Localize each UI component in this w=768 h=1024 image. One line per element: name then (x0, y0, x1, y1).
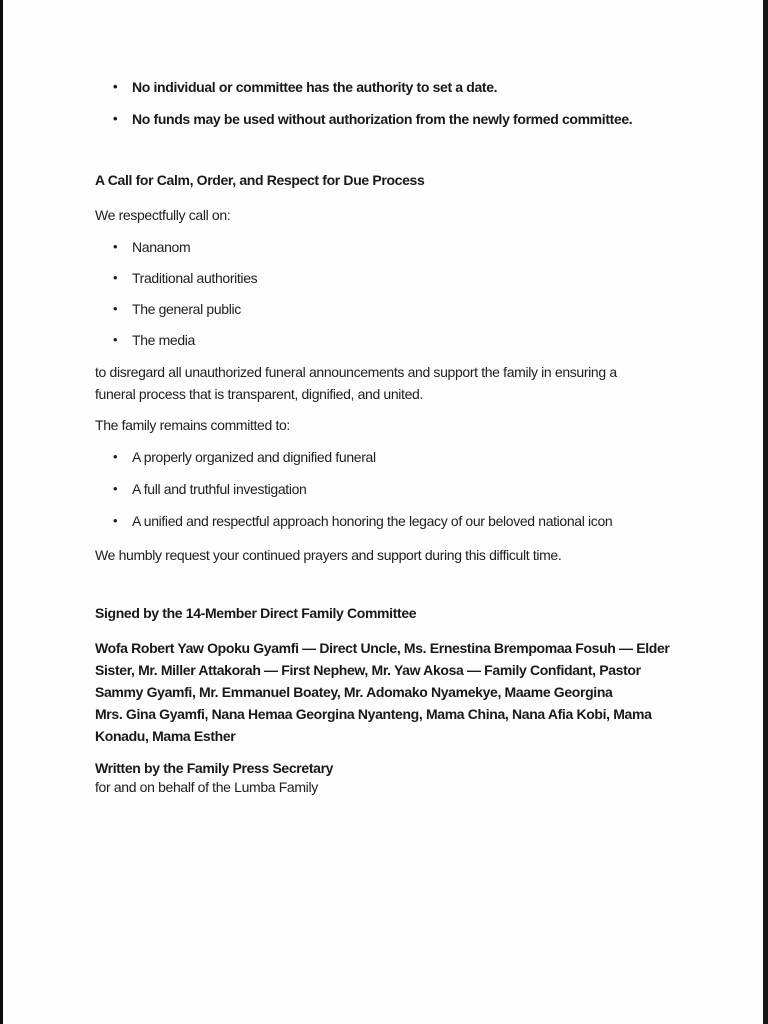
on-behalf-line: for and on behalf of the Lumba Family (95, 779, 318, 795)
committed-list (95, 446, 672, 542)
committee-names-paragraph (95, 637, 672, 747)
disregard-paragraph (95, 361, 672, 405)
call-on-intro: We respectfully call on: (95, 207, 231, 223)
written-by-line: Written by the Family Press Secretary (95, 760, 334, 776)
paragraph-line: funeral process that is transparent, dignified, and united. (95, 386, 424, 402)
signed-by-heading: Signed by the 14-Member Direct Family Committee (95, 605, 417, 621)
call-on-item: • Traditional authorities (95, 267, 672, 289)
call-for-calm-heading: A Call for Calm, Order, and Respect for Due Process (95, 172, 425, 188)
names-line: Wofa Robert Yaw Opoku Gyamfi — Direct Uncle, Ms. Ernestina Brempomaa Fosuh — Elder (95, 640, 670, 656)
names-line: Sammy Gyamfi, Mr. Emmanuel Boatey, Mr. Adomako Nyamekye, Maame Georgina (95, 684, 613, 700)
rule-bullet-item: • No individual or committee has the authority to set a date. (95, 76, 672, 98)
names-line: Sister, Mr. Miller Attakorah — First Nephew, Mr. Yaw Akosa — Family Confidant, Pastor (95, 662, 641, 678)
committed-intro: The family remains committed to: (95, 417, 290, 433)
page-left-edge-line (0, 0, 3, 1024)
closing-request: We humbly request your continued prayers and support during this difficult time. (95, 547, 562, 563)
rule-bullet-item: • No funds may be used without authorization from the newly formed committee. (95, 108, 672, 130)
call-on-item: • The media (95, 329, 672, 351)
page-right-edge-line (763, 0, 768, 1024)
call-on-item: • The general public (95, 298, 672, 320)
names-line: Mrs. Gina Gyamfi, Nana Hemaa Georgina Nyanteng, Mama China, Nana Afia Kobi, Mama (95, 706, 652, 722)
call-on-item: • Nananom (95, 236, 672, 258)
committed-item: • A full and truthful investigation (95, 478, 672, 500)
call-on-list (95, 236, 672, 360)
committed-item: • A properly organized and dignified funeral (95, 446, 672, 468)
paragraph-line: to disregard all unauthorized funeral announcements and support the family in ensuring a (95, 364, 617, 380)
committed-item: • A unified and respectful approach honoring the legacy of our beloved national icon (95, 510, 672, 532)
names-line: Konadu, Mama Esther (95, 728, 236, 744)
authority-rules-list (95, 76, 672, 140)
